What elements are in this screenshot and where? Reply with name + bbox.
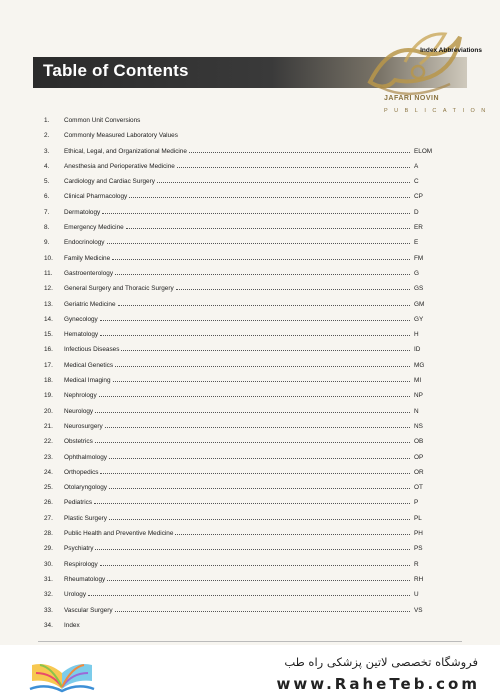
page-title: Table of Contents bbox=[43, 61, 189, 80]
toc-number: 32. bbox=[44, 591, 53, 599]
toc-abbreviation: GM bbox=[414, 300, 425, 308]
toc-number: 23. bbox=[44, 453, 53, 461]
toc-label: Otolaryngology bbox=[64, 484, 107, 492]
toc-label: Gynecology bbox=[64, 315, 98, 323]
toc-number: 29. bbox=[44, 545, 53, 553]
toc-label: Vascular Surgery bbox=[64, 606, 113, 614]
toc-leader-dots bbox=[113, 377, 410, 382]
toc-abbreviation: H bbox=[414, 331, 419, 339]
toc-abbreviation: NP bbox=[414, 392, 423, 400]
toc-row[interactable] bbox=[44, 193, 444, 208]
toc-leader-dots bbox=[107, 239, 410, 244]
toc-number: 6. bbox=[44, 193, 50, 201]
toc-label: Hematology bbox=[64, 331, 99, 339]
toc-number: 34. bbox=[44, 621, 53, 629]
toc-row[interactable] bbox=[44, 239, 444, 254]
toc-row[interactable] bbox=[44, 530, 444, 545]
toc-row[interactable] bbox=[44, 148, 444, 163]
toc-abbreviation: GS bbox=[414, 285, 424, 293]
toc-abbreviation: FM bbox=[414, 254, 424, 262]
toc-leader-dots bbox=[115, 362, 410, 367]
toc-abbreviation: MI bbox=[414, 377, 422, 385]
toc-abbreviation: E bbox=[414, 239, 419, 247]
toc-row[interactable] bbox=[44, 408, 444, 423]
toc-row[interactable] bbox=[44, 622, 444, 637]
toc-leader-dots bbox=[107, 576, 410, 581]
toc-abbreviation: D bbox=[414, 208, 419, 216]
toc-number: 17. bbox=[44, 361, 53, 369]
toc-abbreviation: PL bbox=[414, 514, 422, 522]
toc-label: Urology bbox=[64, 591, 87, 599]
toc-leader-dots bbox=[109, 484, 410, 489]
toc-abbreviation: CP bbox=[414, 193, 423, 201]
toc-number: 20. bbox=[44, 407, 53, 415]
toc-number: 33. bbox=[44, 606, 53, 614]
toc-abbreviation: OB bbox=[414, 438, 424, 446]
toc-number: 31. bbox=[44, 575, 53, 583]
toc-abbreviation: P bbox=[414, 499, 419, 507]
toc-leader-dots bbox=[105, 423, 410, 428]
toc-abbreviation: RH bbox=[414, 575, 424, 583]
toc-label: Orthopedics bbox=[64, 468, 99, 476]
toc-number: 14. bbox=[44, 315, 53, 323]
toc-abbreviation: A bbox=[414, 162, 419, 170]
toc-abbreviation: OP bbox=[414, 453, 424, 461]
toc-label: Medical Genetics bbox=[64, 361, 114, 369]
toc-leader-dots bbox=[115, 607, 410, 612]
toc-label: Ethical, Legal, and Organizational Medicine bbox=[64, 147, 187, 155]
toc-leader-dots bbox=[126, 224, 410, 229]
toc-number: 27. bbox=[44, 514, 53, 522]
toc-leader-dots bbox=[100, 469, 410, 474]
toc-number: 7. bbox=[44, 208, 50, 216]
toc-leader-dots bbox=[95, 545, 410, 550]
toc-number: 25. bbox=[44, 484, 53, 492]
toc-row[interactable] bbox=[44, 469, 444, 484]
toc-label: Anesthesia and Perioperative Medicine bbox=[64, 162, 175, 170]
toc-abbreviation: G bbox=[414, 269, 419, 277]
toc-row[interactable] bbox=[44, 255, 444, 270]
toc-number: 18. bbox=[44, 377, 53, 385]
toc-label: Dermatology bbox=[64, 208, 101, 216]
toc-label: Respirology bbox=[64, 560, 98, 568]
toc-label: Family Medicine bbox=[64, 254, 111, 262]
toc-abbreviation: C bbox=[414, 178, 419, 186]
toc-label: Index bbox=[64, 621, 80, 629]
toc-row[interactable] bbox=[44, 285, 444, 300]
toc-label: Medical Imaging bbox=[64, 377, 111, 385]
toc-number: 21. bbox=[44, 422, 53, 430]
toc-leader-dots bbox=[100, 561, 410, 566]
toc-abbreviation: R bbox=[414, 560, 419, 568]
toc-number: 22. bbox=[44, 438, 53, 446]
toc-label: Public Health and Preventive Medicine bbox=[64, 530, 174, 538]
toc-leader-dots bbox=[82, 623, 410, 627]
toc-number: 1. bbox=[44, 117, 50, 124]
toc-label: Plastic Surgery bbox=[64, 514, 107, 522]
toc-row[interactable] bbox=[44, 561, 444, 576]
toc-number: 30. bbox=[44, 560, 53, 568]
toc-leader-dots bbox=[189, 148, 410, 153]
open-book-icon bbox=[22, 653, 102, 695]
toc-abbreviation: N bbox=[414, 407, 419, 415]
toc-label: Neurology bbox=[64, 407, 94, 415]
toc-label: Rheumatology bbox=[64, 575, 106, 583]
toc-label: Nephrology bbox=[64, 392, 97, 400]
toc-abbreviation: GY bbox=[414, 315, 424, 323]
toc-abbreviation: U bbox=[414, 591, 419, 599]
toc-number: 26. bbox=[44, 499, 53, 507]
toc-number: 4. bbox=[44, 162, 50, 170]
toc-leader-dots bbox=[95, 438, 410, 443]
index-abbreviations-label: Index Abbreviations bbox=[420, 47, 482, 54]
toc-abbreviation: MG bbox=[414, 361, 425, 369]
toc-abbreviation: NS bbox=[414, 422, 423, 430]
store-url[interactable]: www.RaheTeb.com bbox=[276, 675, 480, 693]
toc-row[interactable] bbox=[44, 607, 444, 622]
toc-abbreviation: PS bbox=[414, 545, 423, 553]
toc-abbreviation: ELOM bbox=[414, 147, 433, 155]
toc-leader-dots bbox=[176, 285, 410, 290]
logo-name: JAFARI NOVIN bbox=[384, 95, 440, 102]
toc-row[interactable] bbox=[44, 346, 444, 361]
toc-row[interactable] bbox=[44, 515, 444, 530]
toc-label: Obstetrics bbox=[64, 438, 93, 446]
toc-number: 3. bbox=[44, 147, 50, 155]
toc-label: General Surgery and Thoracic Surgery bbox=[64, 285, 174, 293]
toc-label: Common Unit Conversions bbox=[64, 117, 141, 124]
toc-number: 16. bbox=[44, 346, 53, 354]
toc-label: Infectious Diseases bbox=[64, 346, 120, 354]
toc-row[interactable] bbox=[44, 438, 444, 453]
toc-number: 19. bbox=[44, 392, 53, 400]
toc-label: Clinical Pharmacology bbox=[64, 193, 128, 201]
toc-row[interactable] bbox=[44, 454, 444, 469]
toc-number: 5. bbox=[44, 178, 50, 186]
toc-number: 13. bbox=[44, 300, 53, 308]
toc-abbreviation: VS bbox=[414, 606, 423, 614]
toc-label: Geriatric Medicine bbox=[64, 300, 116, 308]
toc-number: 28. bbox=[44, 530, 53, 538]
toc-leader-dots bbox=[129, 193, 410, 198]
toc-number: 9. bbox=[44, 239, 50, 247]
toc-row[interactable] bbox=[44, 209, 444, 224]
toc-label: Commonly Measured Laboratory Values bbox=[64, 132, 178, 140]
toc-row[interactable] bbox=[44, 362, 444, 377]
toc-number: 8. bbox=[44, 224, 50, 232]
toc-row[interactable] bbox=[44, 132, 444, 147]
toc-row[interactable] bbox=[44, 301, 444, 316]
toc-leader-dots bbox=[177, 163, 410, 168]
toc-leader-dots bbox=[121, 346, 410, 351]
toc-abbreviation: OR bbox=[414, 468, 424, 476]
toc-leader-dots bbox=[118, 301, 411, 306]
toc-row[interactable] bbox=[44, 545, 444, 560]
toc-leader-dots bbox=[99, 392, 410, 397]
toc-number: 10. bbox=[44, 254, 53, 262]
toc-label: Psychiatry bbox=[64, 545, 94, 553]
toc-number: 12. bbox=[44, 285, 53, 293]
toc-leader-dots bbox=[102, 209, 410, 214]
toc-leader-dots bbox=[88, 591, 410, 596]
toc-number: 11. bbox=[44, 269, 53, 277]
toc-row[interactable] bbox=[44, 224, 444, 239]
toc-leader-dots bbox=[157, 178, 410, 183]
toc-label: Gastroenterology bbox=[64, 269, 114, 277]
toc-leader-dots bbox=[109, 515, 410, 520]
toc-abbreviation: ER bbox=[414, 224, 423, 232]
toc-leader-dots bbox=[100, 331, 410, 336]
toc-row[interactable] bbox=[44, 270, 444, 285]
toc-row[interactable] bbox=[44, 591, 444, 606]
footer-banner bbox=[0, 645, 500, 700]
logo-subtitle: PUBLICATION bbox=[384, 108, 492, 114]
toc-abbreviation: PH bbox=[414, 530, 423, 538]
toc-row[interactable] bbox=[44, 484, 444, 499]
toc-abbreviation: ID bbox=[414, 346, 421, 354]
toc-row[interactable] bbox=[44, 331, 444, 346]
store-name-persian: فروشگاه تخصصی لاتین پزشکی راه طب bbox=[284, 655, 478, 669]
toc-row[interactable] bbox=[44, 316, 444, 331]
toc-label: Emergency Medicine bbox=[64, 224, 124, 232]
toc-row[interactable] bbox=[44, 423, 444, 438]
toc-leader-dots bbox=[94, 499, 410, 504]
toc-label: Ophthalmology bbox=[64, 453, 107, 461]
toc-label: Neurosurgery bbox=[64, 422, 103, 430]
divider bbox=[38, 641, 462, 642]
toc-row[interactable] bbox=[44, 377, 444, 392]
toc-number: 24. bbox=[44, 468, 53, 476]
toc-leader-dots bbox=[112, 255, 410, 260]
toc-row[interactable] bbox=[44, 499, 444, 514]
toc-row[interactable] bbox=[44, 392, 444, 407]
toc-leader-dots bbox=[115, 270, 410, 275]
toc-leader-dots bbox=[95, 408, 410, 413]
toc-leader-dots bbox=[109, 454, 410, 459]
toc-row[interactable] bbox=[44, 576, 444, 591]
toc-number: 15. bbox=[44, 331, 53, 339]
toc-label: Endocrinology bbox=[64, 239, 105, 247]
toc-label: Cardiology and Cardiac Surgery bbox=[64, 178, 155, 186]
toc-label: Pediatrics bbox=[64, 499, 93, 507]
toc-leader-dots bbox=[175, 530, 410, 535]
toc-leader-dots bbox=[180, 133, 410, 137]
toc-row[interactable] bbox=[44, 178, 444, 193]
toc-number: 2. bbox=[44, 132, 50, 140]
toc-row[interactable] bbox=[44, 163, 444, 178]
table-of-contents bbox=[44, 117, 444, 637]
toc-abbreviation: OT bbox=[414, 484, 423, 492]
toc-leader-dots bbox=[100, 316, 410, 321]
